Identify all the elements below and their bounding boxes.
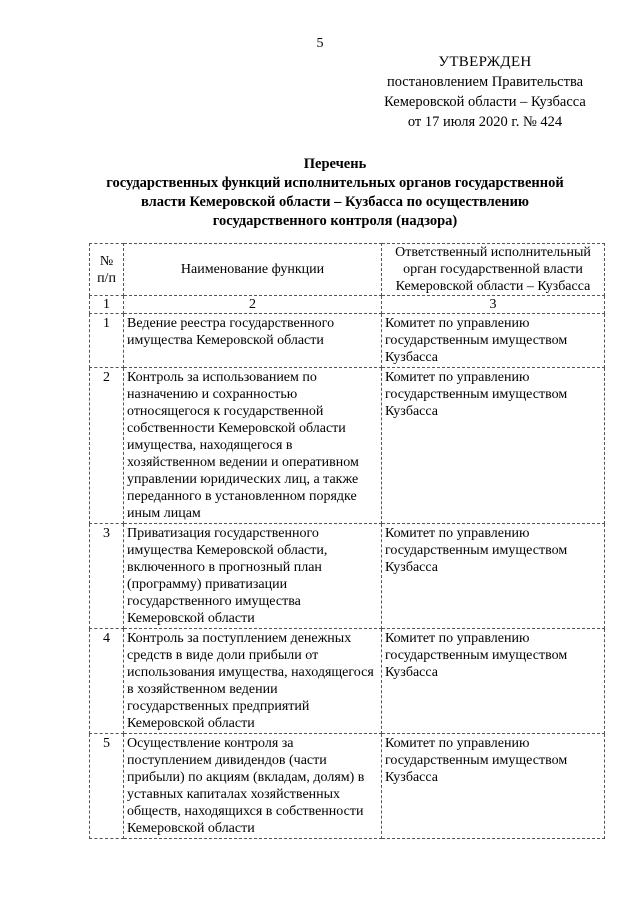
- row-responsible-organ: Комитет по управлению государственным имуществом Кузбасса: [382, 368, 605, 524]
- title-line-4: государственного контроля (надзора): [212, 213, 458, 229]
- header-responsible-organ: Ответственный исполнительный орган государственной власти Кемеровской области – Кузбасса: [382, 244, 605, 296]
- row-number: 3: [90, 524, 124, 629]
- row-responsible-organ: Комитет по управлению государственным имуществом Кузбасса: [382, 314, 605, 368]
- functions-table: [89, 243, 605, 839]
- row-responsible-organ: Комитет по управлению государственным имуществом Кузбасса: [382, 629, 605, 734]
- approval-block: [360, 52, 610, 132]
- column-number-row: [90, 296, 605, 314]
- approval-line-2: Кемеровской области – Кузбасса: [384, 94, 586, 110]
- table-row: [90, 368, 605, 524]
- row-function-name: Контроль за использованием по назначению и сохранностью относящегося к государственной собственности Кемеровской области имущества, находящегося в хозяйственном ведении и оперативном управлении юридических лиц, а также переданного в установленном порядке иным лицам: [124, 368, 382, 524]
- row-function-name: Приватизация государственного имущества Кемеровской области, включенного в прогнозный план (программу) приватизации государственного имущества Кемеровской области: [124, 524, 382, 629]
- row-number: 1: [90, 314, 124, 368]
- row-function-name: Ведение реестра государственного имущества Кемеровской области: [124, 314, 382, 368]
- row-number: 2: [90, 368, 124, 524]
- column-number-1: 1: [90, 296, 124, 314]
- header-number: № п/п: [90, 244, 124, 296]
- row-number: 4: [90, 629, 124, 734]
- table-row: [90, 314, 605, 368]
- title-line-3: власти Кемеровской области – Кузбасса по осуществлению: [140, 194, 530, 210]
- row-function-name: Осуществление контроля за поступлением дивидендов (части прибыли) по акциям (вкладам, долям) в уставных капиталах хозяйственных обществ, находящихся в собственности Кемеровской области: [124, 734, 382, 839]
- document-title: [60, 155, 610, 231]
- title-line-1: Перечень: [303, 156, 367, 172]
- column-number-2: 2: [124, 296, 382, 314]
- table-row: [90, 629, 605, 734]
- approval-line-1: постановлением Правительства: [386, 74, 584, 90]
- page-number: 5: [316, 36, 324, 51]
- approval-title: УТВЕРЖДЕН: [438, 54, 532, 70]
- row-number: 5: [90, 734, 124, 839]
- table-row: [90, 734, 605, 839]
- table-row: [90, 524, 605, 629]
- row-responsible-organ: Комитет по управлению государственным имуществом Кузбасса: [382, 524, 605, 629]
- header-function-name: Наименование функции: [124, 244, 382, 296]
- table-header-row: [90, 244, 605, 296]
- approval-line-3: от 17 июля 2020 г. № 424: [407, 114, 563, 130]
- row-responsible-organ: Комитет по управлению государственным имуществом Кузбасса: [382, 734, 605, 839]
- title-line-2: государственных функций исполнительных органов государственной: [106, 175, 564, 191]
- column-number-3: 3: [382, 296, 605, 314]
- row-function-name: Контроль за поступлением денежных средств в виде доли прибыли от использования имущества, находящегося в хозяйственном ведении государственных предприятий Кемеровской области: [124, 629, 382, 734]
